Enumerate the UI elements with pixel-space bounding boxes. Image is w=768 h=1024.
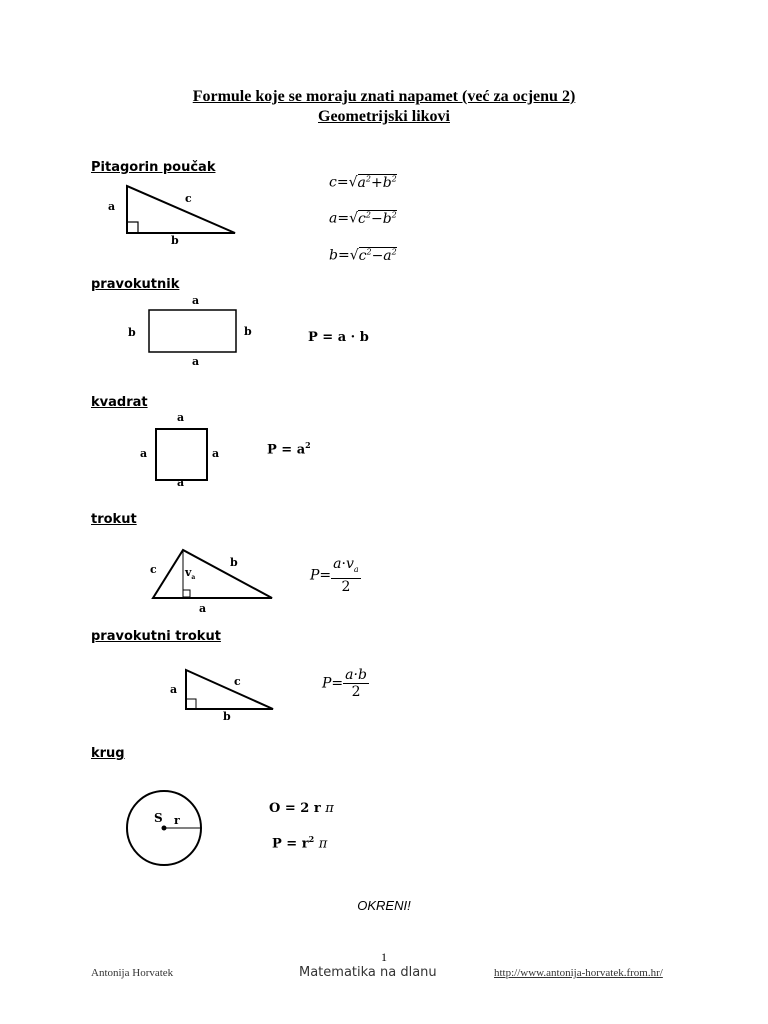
pravokutnik-label-bottom: a (192, 355, 200, 368)
pravokutnik-shape (149, 310, 236, 352)
footer-author: Antonija Horvatek (91, 967, 174, 979)
footer-center: Matematika na dlanu (299, 965, 437, 980)
kvadrat-label-left: a (140, 447, 148, 460)
pravokutnik-label-right: b (244, 325, 252, 338)
heading-pitagora: Pitagorin poučak (91, 160, 216, 175)
trokut-formula: P= $\frac{a\cdot v_a}{2}$ (310, 556, 359, 595)
pitagora-formula-c: $c=√a^2+b^2$ (329, 174, 397, 191)
page-number: 1 (381, 950, 387, 964)
heading-kvadrat: kvadrat (91, 395, 148, 410)
heading-krug: krug (91, 746, 125, 761)
pravokutni-trokut-shape (186, 670, 273, 709)
pitagora-formula-b: $b=√c^2-a^2$ (329, 247, 397, 264)
title-line-2: Geometrijski likovi (318, 108, 450, 125)
krug-formula-p: $P = r^2$ π (272, 834, 328, 852)
heading-pravokutnik: pravokutnik (91, 277, 180, 292)
kvadrat-label-bottom: a (177, 476, 185, 489)
pravokutni-trokut-formula: P= $\frac{a\cdot b}{2}$ (322, 667, 367, 700)
kvadrat-formula: $P = a^2$ (267, 440, 311, 458)
trokut-label-height: $v_a$ (185, 566, 196, 582)
pravokutnik-label-left: b (128, 326, 136, 339)
okreni-note: OKRENI! (357, 898, 411, 913)
heading-trokut: trokut (91, 512, 137, 527)
pitagora-right-angle-mark (127, 222, 138, 233)
heading-pravokutni-trokut: pravokutni trokut (91, 629, 221, 644)
trokut-shape (153, 550, 272, 598)
trokut-label-b: b (230, 556, 238, 569)
krug-label-S: S (154, 811, 163, 825)
kvadrat-shape (156, 429, 207, 480)
pravokutni-trokut-label-a: a (170, 683, 178, 696)
pitagora-triangle (127, 186, 235, 233)
krug-formula-o: O = 2 r π (269, 801, 334, 816)
pravokutnik-label-top: a (192, 294, 200, 307)
kvadrat-label-top: a (177, 411, 185, 424)
kvadrat-label-right: a (212, 447, 220, 460)
pravokutnik-formula: P = a · b (308, 330, 369, 345)
pitagora-label-b: b (171, 234, 179, 247)
pitagora-label-a: a (108, 200, 116, 213)
pravokutni-trokut-right-angle-mark (186, 699, 196, 709)
trokut-right-angle-mark (183, 590, 190, 597)
pitagora-label-c: c (185, 192, 192, 205)
trokut-label-c: c (150, 563, 157, 576)
pravokutni-trokut-label-c: c (234, 675, 241, 688)
title-line-1: Formule koje se moraju znati napamet (već za ocjenu 2) (192, 88, 576, 105)
pravokutni-trokut-label-b: b (223, 710, 231, 723)
pitagora-formula-a: $a=√c^2-b^2$ (329, 210, 397, 227)
trokut-label-a: a (199, 602, 207, 615)
footer-url-link[interactable]: http://www.antonija-horvatek.from.hr/ (494, 967, 663, 979)
krug-label-r: r (174, 814, 180, 827)
